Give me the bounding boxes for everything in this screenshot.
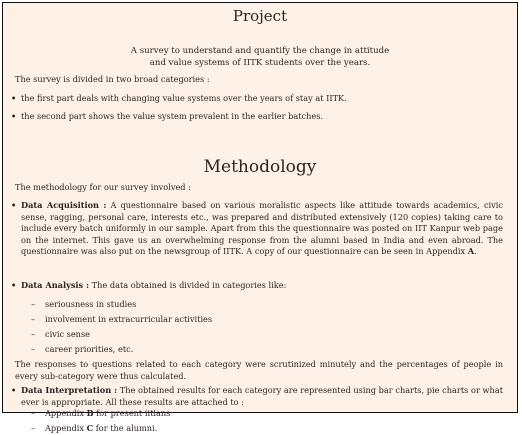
data-interpretation-item [9,385,503,408]
category-item-text: seriousness in studies [45,299,137,309]
category-item [31,314,503,326]
category-item [31,299,503,311]
appendix-b-prefix: Appendix [45,408,84,418]
methodology-intro: The methodology for our survey involved : [15,182,191,192]
bullet-icon: • [11,385,17,395]
data-acquisition-end: . [474,246,477,257]
survey-category-2 [9,111,503,123]
data-acquisition-text: A questionnaire based on various moralistic aspects like attitude towards academics, civic sense, ragging, personal care, interests etc., was prepared and distributed extensively (120 copies) taking care to include every batch uniformly in our sample. Apart from this the questionnaire was posted on IIT Kanpur web page on the internet. This gave us an overwhelming response from the alumni based in India and even abroad. The questionnaire was also put on the newsgroup of IITK. A copy of our questionnaire can be seen in Appendix [21,200,503,257]
dash-icon: – [31,423,36,433]
data-acquisition-item [9,200,503,258]
bullet-icon: • [11,200,17,210]
dash-icon: – [31,344,36,354]
appendix-b-item [31,408,503,420]
category-item [31,344,503,356]
category-item-text: career priorities, etc. [45,344,134,354]
survey-category-2-text: the second part shows the value system prevalent in the earlier batches. [21,111,324,121]
methodology-heading: Methodology [203,157,317,177]
appendix-b-letter: B [86,408,94,418]
project-description-line-2: and value systems of IITK students over the years. [149,58,371,68]
bullet-icon: • [11,280,17,290]
bullet-icon: • [11,111,17,121]
data-analysis-text: The data obtained is divided in categories like: [91,280,287,290]
data-analysis-item [9,280,503,292]
responses-paragraph: The responses to questions related to each category were scrutinized minutely and the percentages of people in every sub-category were thus calculated. [15,359,503,381]
dash-icon: – [31,299,36,309]
project-description-line-1: A survey to understand and quantify the change in attitude [130,46,390,56]
appendix-c-suffix: for the alumni. [95,423,158,433]
appendix-a-ref: A [467,246,475,257]
appendix-c-prefix: Appendix [45,423,84,433]
appendix-c-item [31,423,503,435]
bullet-icon: • [11,93,17,103]
data-analysis-label: Data Analysis : [21,280,90,290]
data-acquisition-label: Data Acquisition : [21,200,107,210]
project-heading: Project [232,7,288,25]
appendix-c-letter: C [86,423,94,433]
document-page [2,2,518,433]
survey-category-1-text: the first part deals with changing value systems over the years of stay at IITK. [21,93,347,103]
appendix-b-suffix: for present iitians [96,408,171,418]
category-item-text: civic sense [45,329,91,339]
dash-icon: – [31,314,36,324]
category-item [31,329,503,341]
dash-icon: – [31,408,36,418]
dash-icon: – [31,329,36,339]
data-interpretation-text: The obtained results for each category are represented using bar charts, pie charts or what ever is appropriate. All these results are attached to : [21,385,503,407]
survey-division-text: The survey is divided in two broad categories : [15,74,210,84]
data-interpretation-label: Data Interpretation : [21,385,118,395]
survey-category-1 [9,93,503,105]
project-description [63,45,457,69]
category-item-text: involvement in extracurricular activities [45,314,213,324]
